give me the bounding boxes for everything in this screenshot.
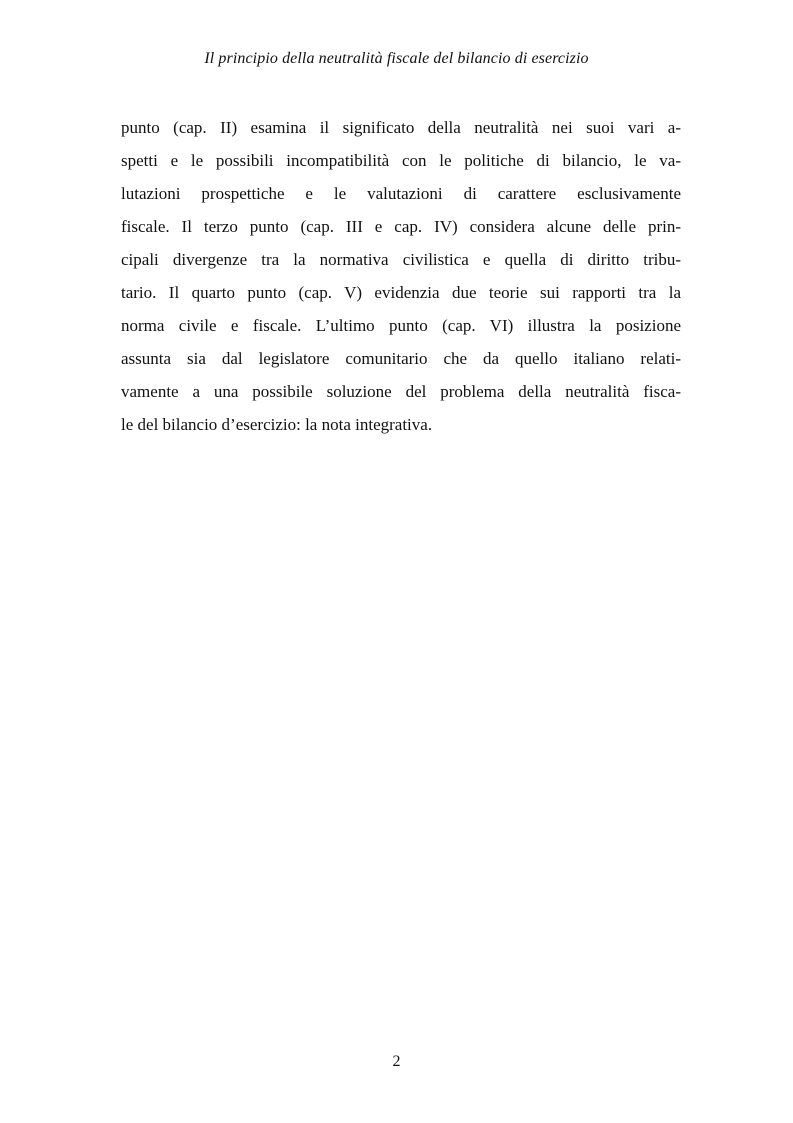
body-paragraph <box>121 111 681 441</box>
text-line: punto (cap. II) esamina il significato della neutralità nei suoi vari a- <box>121 118 681 137</box>
page-number: 2 <box>392 1053 401 1070</box>
text-line: le del bilancio d’esercizio: la nota integrativa. <box>121 415 433 434</box>
text-line: vamente a una possibile soluzione del problema della neutralità fisca- <box>121 382 681 401</box>
text-line: spetti e le possibili incompatibilità con le politiche di bilancio, le va- <box>121 151 681 170</box>
text-line: assunta sia dal legislatore comunitario che da quello italiano relati- <box>121 349 681 368</box>
text-line: tario. Il quarto punto (cap. V) evidenzia due teorie sui rapporti tra la <box>121 283 681 302</box>
text-line: fiscale. Il terzo punto (cap. III e cap. IV) considera alcune delle prin- <box>121 217 681 236</box>
text-line: norma civile e fiscale. L’ultimo punto (cap. VI) illustra la posizione <box>121 316 681 335</box>
running-header: Il principio della neutralità fiscale del bilancio di esercizio <box>204 50 589 67</box>
text-line: lutazioni prospettiche e le valutazioni di carattere esclusivamente <box>121 184 681 203</box>
text-line: cipali divergenze tra la normativa civilistica e quella di diritto tribu- <box>121 250 681 269</box>
